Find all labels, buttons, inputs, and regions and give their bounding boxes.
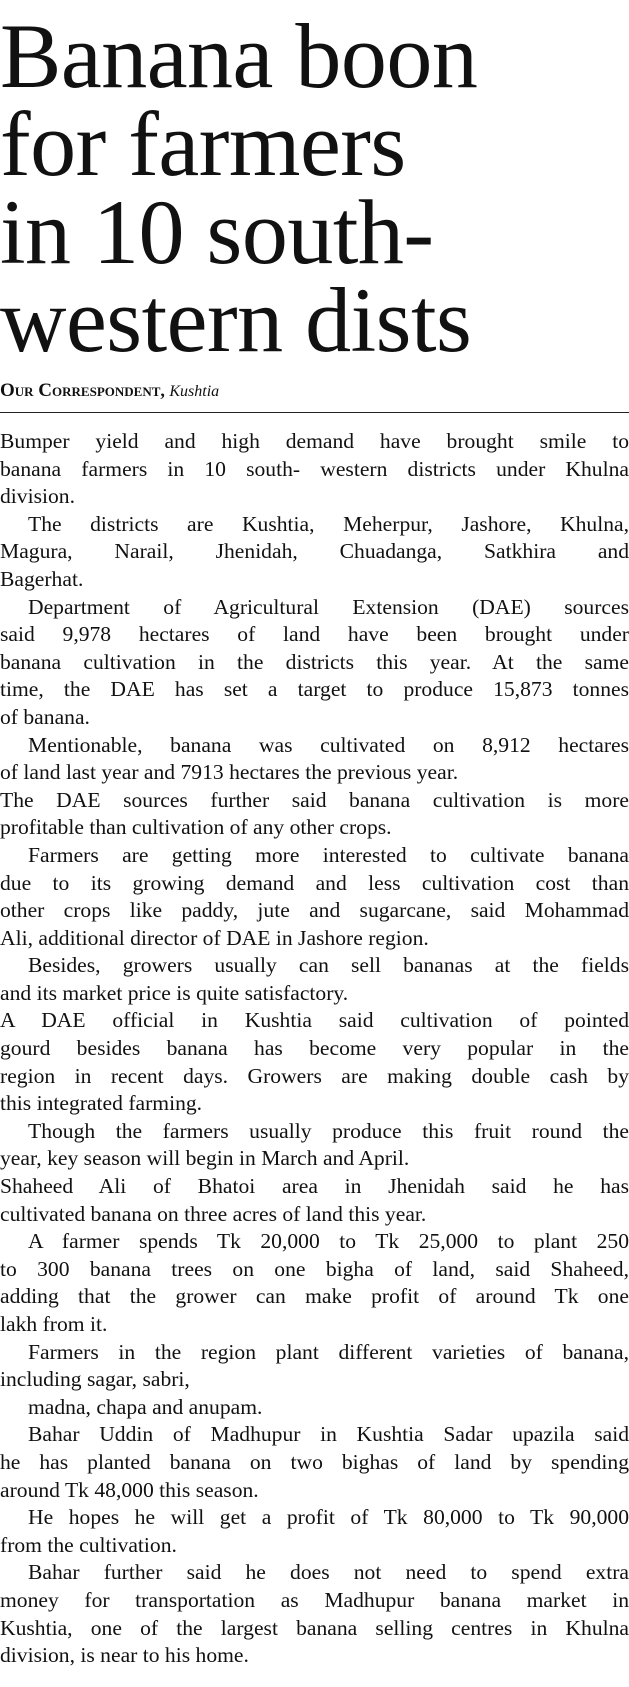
- body-line: Bahar further said he does not need to spend extra: [28, 1560, 629, 1585]
- headline-line: for farmers: [0, 93, 406, 195]
- body-line: around Tk 48,000 this season.: [0, 1477, 259, 1502]
- body-line: madna, chapa and anupam.: [28, 1394, 263, 1419]
- body-line: The DAE sources further said banana cultivation is more: [0, 787, 629, 812]
- headline-line: western dists: [0, 269, 472, 371]
- byline-author: Our Correspondent: [0, 380, 161, 401]
- body-line: Mentionable, banana was cultivated on 8,912 hectares: [28, 732, 629, 757]
- body-line: banana cultivation in the districts this year. At the same: [0, 649, 629, 674]
- body-line: division.: [0, 484, 75, 509]
- body-line: including sagar, sabri,: [0, 1367, 190, 1392]
- body-line: Though the farmers usually produce this fruit round the: [28, 1118, 629, 1143]
- body-line: Shaheed Ali of Bhatoi area in Jhenidah said he has: [0, 1174, 629, 1199]
- byline: [0, 380, 219, 402]
- headline-line: in 10 south-: [0, 181, 434, 283]
- body-line: cultivated banana on three acres of land this year.: [0, 1201, 427, 1226]
- body-line: money for transportation as Madhupur banana market in: [0, 1587, 629, 1612]
- body-line: Besides, growers usually can sell bananas at the fields: [28, 953, 629, 978]
- body-line: The districts are Kushtia, Meherpur, Jashore, Khulna,: [28, 511, 629, 536]
- body-line: adding that the grower can make profit of around Tk one: [0, 1284, 629, 1309]
- body-line: other crops like paddy, jute and sugarcane, said Mohammad: [0, 898, 629, 923]
- body-line: time, the DAE has set a target to produce 15,873 tonnes: [0, 677, 629, 702]
- body-line: of land last year and 7913 hectares the previous year.: [0, 760, 459, 785]
- headline: [0, 5, 629, 371]
- divider: [0, 412, 629, 413]
- body-line: Bahar Uddin of Madhupur in Kushtia Sadar upazila said: [28, 1422, 629, 1447]
- body-line: He hopes he will get a profit of Tk 80,000 to Tk 90,000: [28, 1505, 629, 1530]
- body-line: A farmer spends Tk 20,000 to Tk 25,000 to plant 250: [28, 1229, 629, 1254]
- body-line: this integrated farming.: [0, 1091, 203, 1116]
- body-line: Farmers in the region plant different varieties of banana,: [28, 1339, 629, 1364]
- body-line: Bagerhat.: [0, 566, 84, 591]
- body-line: said 9,978 hectares of land have been brought under: [0, 622, 629, 647]
- body-line: A DAE official in Kushtia said cultivation of pointed: [0, 1008, 629, 1033]
- body-line: due to its growing demand and less cultivation cost than: [0, 870, 629, 895]
- body-line: year, key season will begin in March and April.: [0, 1146, 410, 1171]
- body-line: region in recent days. Growers are making double cash by: [0, 1063, 629, 1088]
- body-line: banana farmers in 10 south- western districts under Khulna: [0, 456, 629, 481]
- body-line: Farmers are getting more interested to cultivate banana: [28, 842, 629, 867]
- body-line: lakh from it.: [0, 1312, 108, 1336]
- body-line: Kushtia, one of the largest banana selling centres in Khulna: [0, 1615, 629, 1640]
- body-line: of banana.: [0, 704, 90, 729]
- byline-location: Kushtia: [169, 383, 220, 400]
- body-line: Bumper yield and high demand have brought smile to: [0, 429, 629, 453]
- body-line: Magura, Narail, Jhenidah, Chuadanga, Satkhira and: [0, 539, 629, 564]
- body-line: Department of Agricultural Extension (DAE) sources: [28, 594, 629, 619]
- body-line: and its market price is quite satisfactory.: [0, 980, 349, 1005]
- article-body: [0, 428, 629, 1670]
- body-line: gourd besides banana has become very popular in the: [0, 1036, 629, 1061]
- body-line: Ali, additional director of DAE in Jashore region.: [0, 925, 429, 950]
- body-line: profitable than cultivation of any other crops.: [0, 815, 392, 840]
- body-line: to 300 banana trees on one bigha of land, said Shaheed,: [0, 1256, 629, 1281]
- body-line: from the cultivation.: [0, 1532, 177, 1557]
- byline-separator: ,: [160, 380, 165, 400]
- body-line: he has planted banana on two bighas of land by spending: [0, 1449, 629, 1474]
- headline-line: Banana boon: [0, 5, 478, 107]
- body-line: division, is near to his home.: [0, 1643, 249, 1668]
